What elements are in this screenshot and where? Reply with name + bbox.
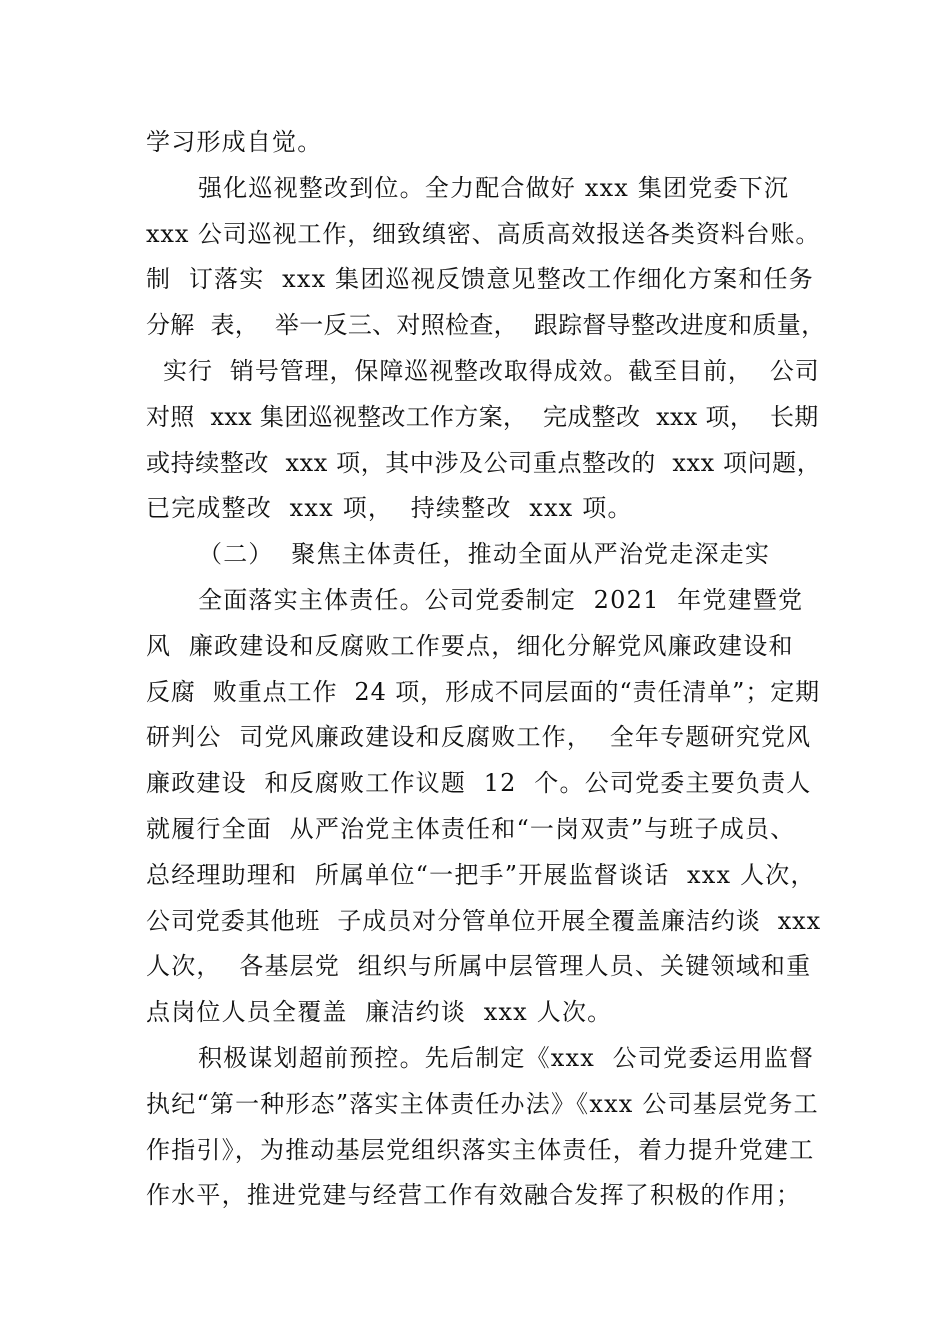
text-line: 廉政建设 和反腐败工作议题 12 个。公司党委主要负责人 [146, 769, 812, 798]
text-line: 作水平，推进党建与经营工作有效融合发挥了积极的作用； [146, 1181, 802, 1210]
text-line: 学习形成自觉。 [146, 128, 323, 156]
text-line: 或持续整改 xxx 项，其中涉及公司重点整改的 xxx 项问题， [146, 448, 822, 477]
text-line: 就履行全面 从严治党主体责任和“一岗双责”与班子成员、 [146, 814, 796, 843]
text-line: 全面落实主体责任。公司党委制定 2021 年党建暨党 [198, 585, 804, 614]
document-body [146, 120, 826, 1219]
text-line: （二） 聚焦主体责任，推动全面从严治党走深走实 [198, 540, 771, 569]
text-line: 制 订落实 xxx 集团巡视反馈意见整改工作细化方案和任务 [146, 265, 814, 294]
text-line: 执纪“第一种形态”落实主体责任办法》《xxx 公司基层党务工 [146, 1089, 819, 1118]
text-line: 点岗位人员全覆盖 廉洁约谈 xxx 人次。 [146, 998, 613, 1027]
text-line: 实行 销号管理，保障巡视整改取得成效。截至目前， 公司 [146, 356, 820, 385]
text-line: 风 廉政建设和反腐败工作要点，细化分解党风廉政建设和 [146, 631, 794, 660]
text-line: 公司党委其他班 子成员对分管单位开展全覆盖廉洁约谈 xxx [146, 906, 822, 935]
text-line: 研判公 司党风廉政建设和反腐败工作， 全年专题研究党风 [146, 723, 812, 752]
text-line: xxx 公司巡视工作，细致缜密、高质高效报送各类资料台账。 [146, 219, 821, 248]
text-line: 反腐 败重点工作 24 项，形成不同层面的“责任清单”；定期 [146, 677, 821, 706]
text-line: 已完成整改 xxx 项， 持续整改 xxx 项。 [146, 494, 633, 523]
text-line: 积极谋划超前预控。先后制定《xxx 公司党委运用监督 [198, 1043, 815, 1072]
text-line: 人次， 各基层党 组织与所属中层管理人员、关键领域和重 [146, 952, 812, 981]
text-line: 强化巡视整改到位。全力配合做好 xxx 集团党委下沉 [198, 173, 790, 202]
text-line: 分解 表， 举一反三、对照检查， 跟踪督导整改进度和质量， [146, 311, 826, 340]
text-line: 对照 xxx 集团巡视整改工作方案， 完成整改 xxx 项， 长期 [146, 402, 819, 431]
text-line: 作指引》，为推动基层党组织落实主体责任，着力提升党建工 [146, 1135, 815, 1164]
text-line: 总经理助理和 所属单位“一把手”开展监督谈话 xxx 人次， [146, 860, 816, 889]
